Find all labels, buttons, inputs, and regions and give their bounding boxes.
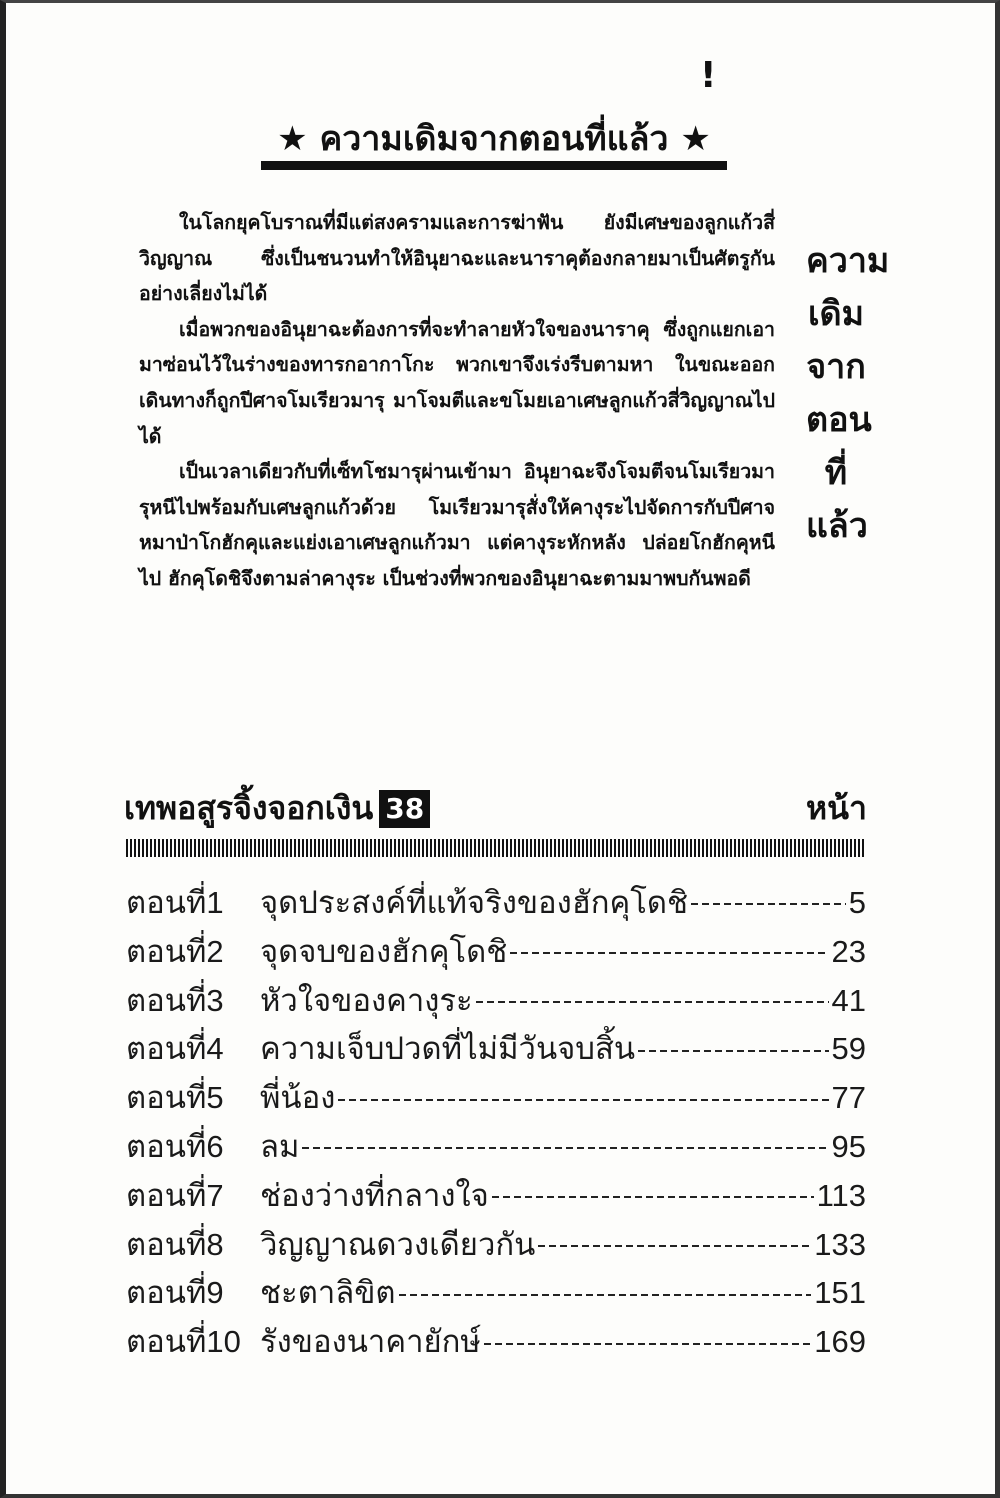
chapter-page: 133: [814, 1226, 866, 1262]
chapter-title: ลม: [260, 1128, 300, 1164]
chapter-number: ตอนที่6: [126, 1128, 224, 1164]
chapter-page: 151: [814, 1275, 866, 1311]
recap-title-underline: [261, 161, 727, 170]
page-column-label: หน้า: [806, 789, 867, 827]
toc-row: [126, 975, 866, 1024]
chapter-page: 5: [848, 885, 866, 920]
recap-text: [139, 205, 775, 597]
side-title-word: แล้ว: [806, 506, 868, 546]
leader-dashes: [484, 1343, 811, 1345]
leader-dashes: [399, 1294, 812, 1296]
exclamation-mark: !: [700, 55, 717, 96]
toc-series-title: [124, 783, 430, 834]
side-title-word: ความ: [806, 241, 890, 281]
chapter-page: 95: [831, 1128, 866, 1164]
volume-badge: 38: [379, 790, 430, 828]
side-title-word: ที่: [824, 453, 848, 493]
recap-paragraph: เป็นเวลาเดียวกับที่เซ็ทโชมารุผ่านเข้ามา อินุยาฉะจึงโจมตีจนโมเรียวมารุหนีไปพร้อมกับเศษลูกแก้วด้วย โมเรียวมารุสั่งให้คางุระไปจัดการกับปีศาจหมาป่าโกฮักคุและแย่งเอาเศษลูกแก้วมา แต่คางุระหักหลัง ปล่อยโกฮักคุหนีไป ฮักคุโดชิจึงตามล่าคางุระ เป็นช่วงที่พวกของอินุยาฉะตามมาพบกันพอดี: [139, 460, 775, 590]
chapter-page: 59: [831, 1031, 866, 1067]
leader-dashes: [510, 952, 828, 954]
chapter-number: ตอนที่7: [126, 1177, 224, 1213]
chapter-number: ตอนที่10: [126, 1324, 241, 1360]
chapter-title: หัวใจของคางุระ: [260, 982, 473, 1018]
toc-row: [126, 877, 866, 926]
chapter-number: ตอนที่5: [126, 1080, 224, 1116]
chapter-title: ความเจ็บปวดที่ไม่มีวันจบสิ้น: [260, 1031, 636, 1067]
chapter-title: วิญญาณดวงเดียวกัน: [260, 1226, 536, 1262]
recap-paragraph: เมื่อพวกของอินุยาฉะต้องการที่จะทำลายหัวใจของนาราคุ ซึ่งถูกแยกเอามาซ่อนไว้ในร่างของทารกอากาโกะ พวกเขาจึงเร่งรีบตามหา ในขณะออกเดินทางก็ถูกปีศาจโมเรียวมารุ มาโจมตีและขโมยเอาเศษลูกแก้วสี่วิญญาณไปได้: [139, 317, 775, 448]
series-title: เทพอสูรจิ้งจอกเงิน: [124, 789, 374, 827]
chapter-title: รังของนาคายักษ์: [260, 1324, 481, 1360]
chapter-number: ตอนที่8: [126, 1226, 224, 1262]
chapter-page: 77: [831, 1080, 866, 1116]
leader-dashes: [638, 1050, 828, 1052]
toc-row: [126, 1072, 866, 1121]
leader-dashes: [691, 903, 846, 905]
toc-row: [126, 1219, 866, 1268]
chapter-page: 169: [814, 1324, 866, 1360]
chapter-number: ตอนที่3: [126, 982, 224, 1018]
chapter-title: ช่องว่างที่กลางใจ: [260, 1177, 489, 1213]
leader-dashes: [338, 1099, 828, 1101]
chapter-page: 23: [831, 933, 866, 969]
chapter-title: ชะตาลิขิต: [260, 1275, 396, 1311]
toc-row: [126, 1316, 866, 1365]
chapter-number: ตอนที่1: [126, 885, 224, 920]
leader-dashes: [538, 1245, 811, 1247]
toc-row: [126, 926, 866, 975]
dashed-divider: [126, 839, 866, 857]
vertical-side-title: [806, 235, 890, 553]
side-title-word: จาก: [806, 347, 866, 387]
chapter-title: จุดจบของฮักคุโดชิ: [260, 933, 508, 969]
chapter-title: พี่น้อง: [260, 1080, 336, 1116]
toc-row: [126, 1170, 866, 1219]
toc-row: [126, 1267, 866, 1316]
recap-title: ★ ความเดิมจากตอนที่แล้ว ★: [277, 119, 711, 159]
chapter-number: ตอนที่9: [126, 1275, 224, 1311]
toc-row: [126, 1121, 866, 1170]
side-title-word: ตอน: [806, 400, 872, 440]
leader-dashes: [492, 1196, 814, 1198]
side-title-word: เดิม: [807, 294, 865, 334]
leader-dashes: [302, 1147, 828, 1149]
chapter-number: ตอนที่2: [126, 933, 224, 969]
chapter-page: 41: [831, 982, 866, 1018]
chapter-page: 113: [816, 1177, 866, 1213]
chapter-title: จุดประสงค์ที่แท้จริงของฮักคุโดชิ: [260, 885, 689, 920]
toc-row: [126, 1023, 866, 1072]
leader-dashes: [476, 1001, 829, 1003]
table-of-contents: [126, 877, 866, 1365]
recap-paragraph: ในโลกยุคโบราณที่มีแต่สงครามและการฆ่าฟัน ยังมีเศษของลูกแก้วสี่วิญญาณ ซึ่งเป็นชนวนทำให้อินุยาฉะและนาราคุต้องกลายมาเป็นศัตรูกันอย่างเลี่ยงไม่ได้: [139, 211, 775, 306]
chapter-number: ตอนที่4: [126, 1031, 224, 1067]
